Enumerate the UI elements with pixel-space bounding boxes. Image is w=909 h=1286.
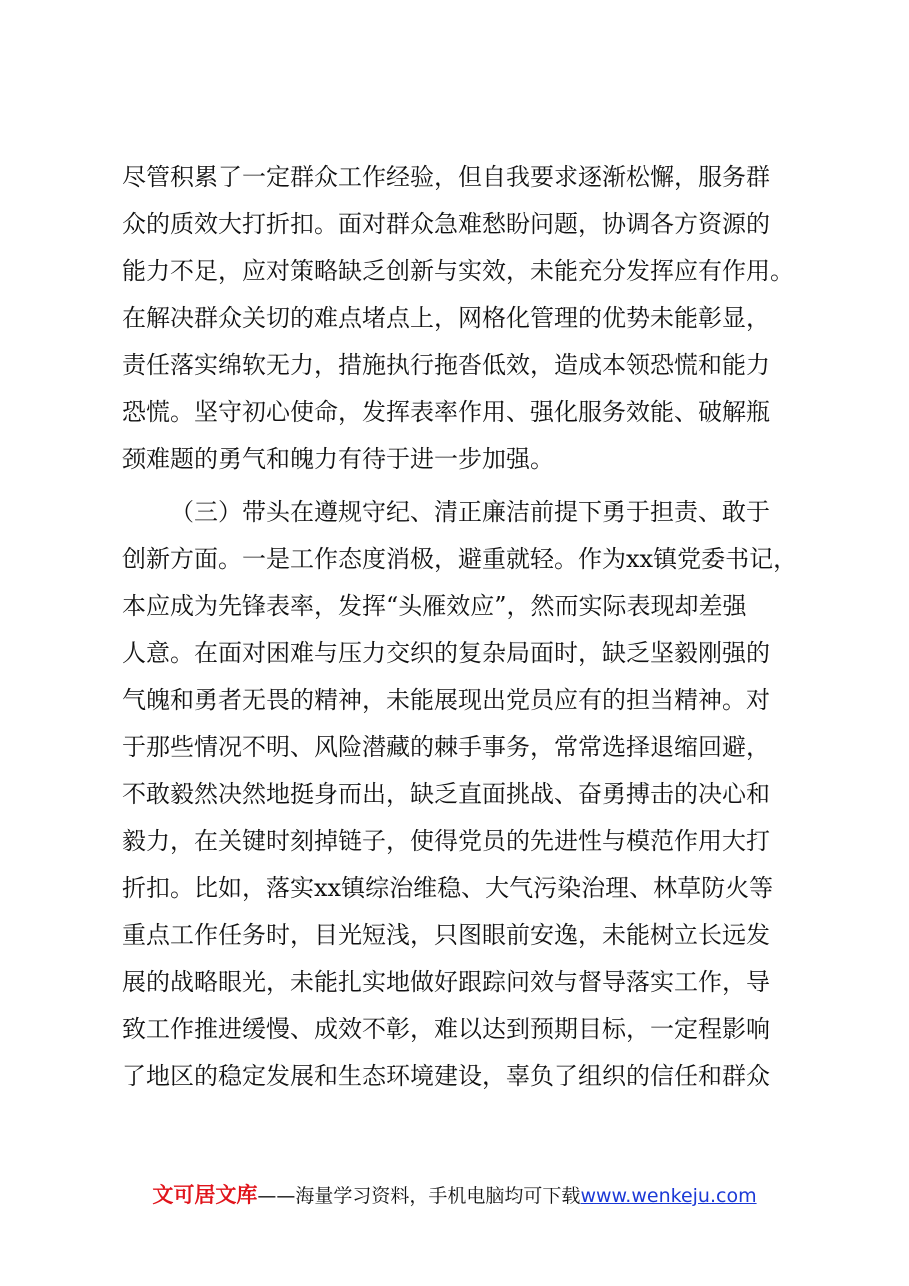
- paragraph-line: 于那些情况不明、风险潜藏的棘手事务，常常选择退缩回避，: [122, 733, 770, 761]
- brand-name: 文可居文库: [152, 1183, 258, 1207]
- paragraph-line: 责任落实绵软无力，措施执行拖沓低效，造成本领恐慌和能力: [122, 351, 770, 379]
- paragraph-line: 能力不足，应对策略缺乏创新与实效，未能充分发挥应有作用。: [122, 257, 794, 285]
- document-body: [122, 154, 812, 1100]
- paragraph-line: 人意。在面对困难与压力交织的复杂局面时，缺乏坚毅刚强的: [122, 639, 770, 667]
- paragraph-line: 颈难题的勇气和魄力有待于进一步加强。: [122, 445, 554, 473]
- paragraph-line: 致工作推进缓慢、成效不彰，难以达到预期目标，一定程影响: [122, 1015, 770, 1043]
- paragraph-line: 毅力，在关键时刻掉链子，使得党员的先进性与模范作用大打: [122, 827, 770, 855]
- paragraph-line: 在解决群众关切的难点堵点上，网格化管理的优势未能彰显，: [122, 304, 770, 332]
- paragraph-line: 尽管积累了一定群众工作经验，但自我要求逐渐松懈，服务群: [122, 163, 770, 191]
- footer-tagline: ——海量学习资料，手机电脑均可下载: [257, 1185, 581, 1207]
- paragraph-line: 恐慌。坚守初心使命，发挥表率作用、强化服务效能、破解瓶: [122, 398, 770, 426]
- paragraph-line: 了地区的稳定发展和生态环境建设，辜负了组织的信任和群众: [122, 1062, 770, 1090]
- footer-banner: [0, 1177, 909, 1214]
- paragraph-line: 气魄和勇者无畏的精神，未能展现出党员应有的担当精神。对: [122, 686, 770, 714]
- paragraph-line: 众的质效大打折扣。面对群众急难愁盼问题，协调各方资源的: [122, 210, 770, 238]
- paragraph-line: 本应成为先锋表率，发挥“头雁效应”，然而实际表现却差强: [122, 592, 747, 620]
- paragraph-line: 创新方面。一是工作态度消极，避重就轻。作为xx镇党委书记，: [122, 545, 798, 573]
- section-heading-line: （三）带头在遵规守纪、清正廉洁前提下勇于担责、敢于: [170, 498, 770, 526]
- paragraph-line: 不敢毅然决然地挺身而出，缺乏直面挑战、奋勇搏击的决心和: [122, 780, 770, 808]
- paragraph-line: 折扣。比如，落实xx镇综治维稳、大气污染治理、林草防火等: [122, 874, 774, 902]
- paragraph-line: 展的战略眼光，未能扎实地做好跟踪问效与督导落实工作，导: [122, 968, 770, 996]
- paragraph-line: 重点工作任务时，目光短浅，只图眼前安逸，未能树立长远发: [122, 921, 770, 949]
- website-link[interactable]: www.wenkeju.com: [580, 1185, 757, 1207]
